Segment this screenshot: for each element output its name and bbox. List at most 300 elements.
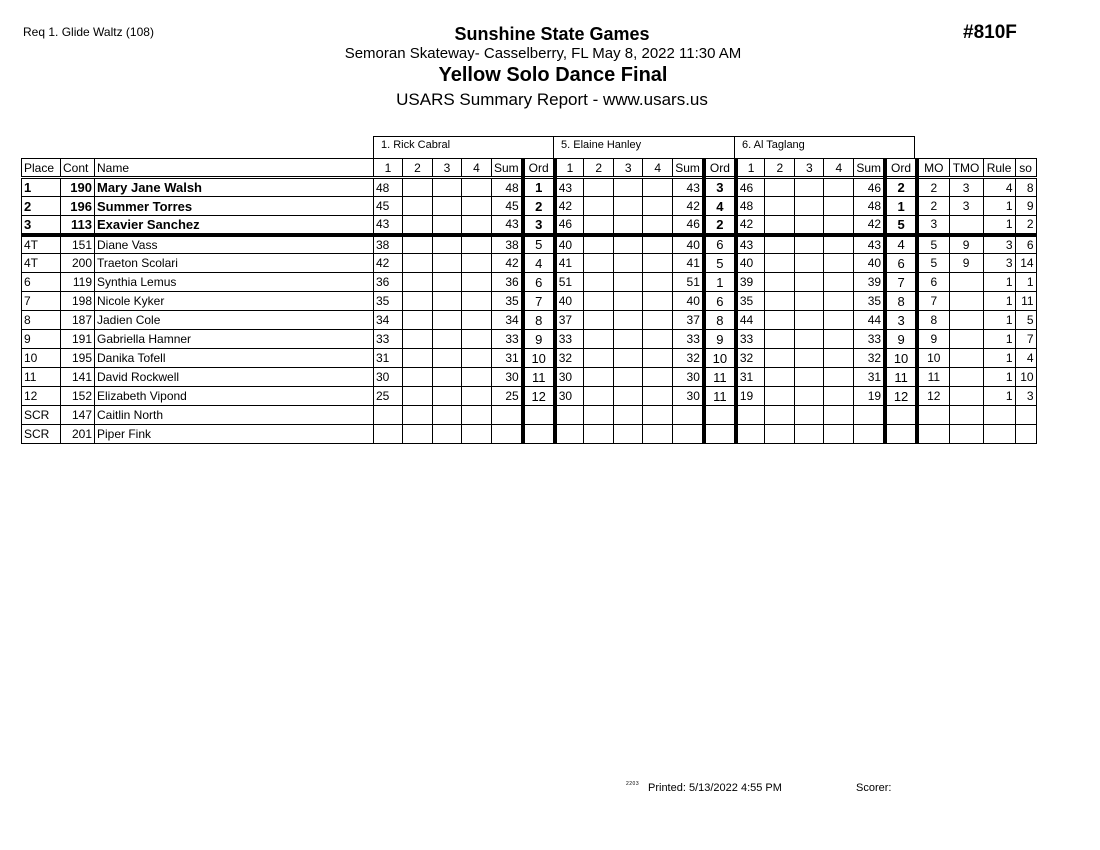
- judge-3-score-2: [765, 254, 795, 273]
- judge-1-score-1: 25: [374, 387, 403, 406]
- competition-title: Sunshine State Games: [454, 24, 650, 44]
- judge-3-score-1: [736, 406, 765, 425]
- judge-3-sum: 31: [854, 368, 885, 387]
- judge-2-score-2: [584, 387, 614, 406]
- judge-1-score-4: [462, 406, 492, 425]
- judge-1-sum: 43: [492, 216, 523, 235]
- judge-header-3: 6. Al Taglang: [734, 136, 915, 158]
- judge-3-score-2: [765, 425, 795, 444]
- col-j1-ord: Ord: [523, 159, 555, 178]
- printed-timestamp: Printed: 5/13/2022 4:55 PM: [648, 782, 782, 794]
- contestant-number-cell: 152: [61, 387, 95, 406]
- judge-2-sum: 51: [673, 273, 704, 292]
- judge-2-sum: 40: [673, 292, 704, 311]
- judge-3-score-2: [765, 178, 795, 197]
- judge-header-1: 1. Rick Cabral: [373, 136, 554, 158]
- judge-2-score-2: [584, 349, 614, 368]
- skater-name-cell: Mary Jane Walsh: [95, 178, 374, 197]
- judge-2-score-4: [643, 197, 673, 216]
- skater-name-cell: Danika Tofell: [95, 349, 374, 368]
- judge-3-score-4: [824, 235, 854, 254]
- judge-1-score-3: [433, 273, 462, 292]
- table-row: [22, 387, 1037, 406]
- col-j3-sum: Sum: [854, 159, 885, 178]
- judge-3-score-4: [824, 311, 854, 330]
- judge-1-score-3: [433, 197, 462, 216]
- judge-1-score-3: [433, 330, 462, 349]
- col-j1-s1: 1: [374, 159, 403, 178]
- judge-3-score-3: [795, 178, 824, 197]
- mo-cell: [917, 406, 949, 425]
- judge-1-score-4: [462, 349, 492, 368]
- rule-cell: 1: [983, 349, 1015, 368]
- venue-date-line: Semoran Skateway- Casselberry, FL May 8, 2022 11:30 AM: [344, 45, 742, 62]
- judge-1-score-3: [433, 349, 462, 368]
- mo-cell: 12: [917, 387, 949, 406]
- judge-1-score-3: [433, 254, 462, 273]
- judge-3-score-4: [824, 292, 854, 311]
- judge-3-ordinal: 6: [885, 254, 917, 273]
- judge-1-score-3: [433, 387, 462, 406]
- judge-2-score-4: [643, 425, 673, 444]
- contestant-number-cell: 195: [61, 349, 95, 368]
- judge-3-score-4: [824, 254, 854, 273]
- contestant-number-cell: 201: [61, 425, 95, 444]
- tmo-cell: [949, 387, 983, 406]
- judge-3-sum: 33: [854, 330, 885, 349]
- judge-3-ordinal: 2: [885, 178, 917, 197]
- judge-1-score-1: 35: [374, 292, 403, 311]
- skater-name-cell: Traeton Scolari: [95, 254, 374, 273]
- judge-3-score-4: [824, 387, 854, 406]
- judge-2-score-1: 30: [555, 387, 584, 406]
- judge-3-sum: 48: [854, 197, 885, 216]
- mo-cell: 3: [917, 216, 949, 235]
- judge-1-sum: 36: [492, 273, 523, 292]
- judge-2-score-2: [584, 254, 614, 273]
- judge-2-score-2: [584, 273, 614, 292]
- table-row: [22, 406, 1037, 425]
- judge-2-ordinal: 1: [704, 273, 736, 292]
- mo-cell: 5: [917, 254, 949, 273]
- table-row: [22, 235, 1037, 254]
- judge-3-score-3: [795, 406, 824, 425]
- judge-3-score-3: [795, 387, 824, 406]
- place-cell: 3: [22, 216, 61, 235]
- judge-1-score-4: [462, 273, 492, 292]
- judge-1-sum: 42: [492, 254, 523, 273]
- judge-1-ordinal: 6: [523, 273, 555, 292]
- judge-1-sum: 48: [492, 178, 523, 197]
- judge-3-sum: [854, 406, 885, 425]
- judge-1-score-4: [462, 292, 492, 311]
- contestant-number-cell: 200: [61, 254, 95, 273]
- judge-2-score-2: [584, 235, 614, 254]
- so-cell: 3: [1015, 387, 1036, 406]
- contestant-number-cell: 190: [61, 178, 95, 197]
- tmo-cell: [949, 349, 983, 368]
- rule-cell: 4: [983, 178, 1015, 197]
- judge-1-score-2: [403, 406, 433, 425]
- judge-3-score-1: 46: [736, 178, 765, 197]
- judge-2-score-1: 46: [555, 216, 584, 235]
- skater-name-cell: Elizabeth Vipond: [95, 387, 374, 406]
- judge-1-score-1: 30: [374, 368, 403, 387]
- judge-2-score-3: [614, 178, 643, 197]
- col-j3-ord: Ord: [885, 159, 917, 178]
- judge-1-score-4: [462, 425, 492, 444]
- judge-2-score-1: 43: [555, 178, 584, 197]
- judge-3-sum: 44: [854, 311, 885, 330]
- judge-1-ordinal: 12: [523, 387, 555, 406]
- place-cell: 8: [22, 311, 61, 330]
- judge-1-ordinal: 1: [523, 178, 555, 197]
- judge-1-ordinal: [523, 406, 555, 425]
- judge-2-ordinal: 11: [704, 387, 736, 406]
- judge-3-score-4: [824, 197, 854, 216]
- judge-2-score-2: [584, 216, 614, 235]
- judge-1-sum: 33: [492, 330, 523, 349]
- table-row: [22, 197, 1037, 216]
- col-j3-s4: 4: [824, 159, 854, 178]
- judge-2-score-4: [643, 368, 673, 387]
- judge-3-score-4: [824, 425, 854, 444]
- judge-3-sum: 35: [854, 292, 885, 311]
- judge-2-score-2: [584, 292, 614, 311]
- judge-3-score-1: 43: [736, 235, 765, 254]
- mo-cell: 2: [917, 178, 949, 197]
- judge-3-sum: 40: [854, 254, 885, 273]
- mo-cell: 11: [917, 368, 949, 387]
- results-table: [21, 158, 1037, 444]
- judge-3-score-3: [795, 368, 824, 387]
- judge-2-score-3: [614, 387, 643, 406]
- col-rule: Rule: [983, 159, 1015, 178]
- judge-1-ordinal: 8: [523, 311, 555, 330]
- judge-3-score-2: [765, 387, 795, 406]
- judge-2-score-1: 40: [555, 235, 584, 254]
- rule-cell: 1: [983, 292, 1015, 311]
- judge-2-sum: 32: [673, 349, 704, 368]
- print-code: 2203: [626, 781, 640, 787]
- judge-2-score-4: [643, 406, 673, 425]
- judge-3-score-1: 35: [736, 292, 765, 311]
- judge-2-score-3: [614, 406, 643, 425]
- col-place: Place: [22, 159, 61, 178]
- judge-2-sum: 41: [673, 254, 704, 273]
- judge-1-score-1: 36: [374, 273, 403, 292]
- tmo-cell: 9: [949, 235, 983, 254]
- table-row: [22, 425, 1037, 444]
- judge-1-score-1: 45: [374, 197, 403, 216]
- rule-cell: 3: [983, 254, 1015, 273]
- place-cell: 10: [22, 349, 61, 368]
- judge-2-score-2: [584, 368, 614, 387]
- judge-2-sum: 30: [673, 368, 704, 387]
- judge-2-score-3: [614, 216, 643, 235]
- judge-2-score-4: [643, 254, 673, 273]
- judge-3-sum: 32: [854, 349, 885, 368]
- skater-name-cell: Gabriella Hamner: [95, 330, 374, 349]
- judge-3-ordinal: [885, 406, 917, 425]
- judge-3-score-4: [824, 273, 854, 292]
- judge-1-score-2: [403, 292, 433, 311]
- judge-3-score-3: [795, 292, 824, 311]
- judge-1-score-2: [403, 216, 433, 235]
- skater-name-cell: David Rockwell: [95, 368, 374, 387]
- judge-2-sum: 40: [673, 235, 704, 254]
- judge-2-score-2: [584, 330, 614, 349]
- so-cell: [1015, 425, 1036, 444]
- contestant-number-cell: 151: [61, 235, 95, 254]
- col-j1-s2: 2: [403, 159, 433, 178]
- judge-2-score-3: [614, 349, 643, 368]
- judge-1-sum: 38: [492, 235, 523, 254]
- skater-name-cell: Nicole Kyker: [95, 292, 374, 311]
- judge-1-score-3: [433, 406, 462, 425]
- judge-2-score-3: [614, 254, 643, 273]
- col-j2-s4: 4: [643, 159, 673, 178]
- judge-1-score-4: [462, 254, 492, 273]
- contestant-number-cell: 198: [61, 292, 95, 311]
- judge-3-score-1: 39: [736, 273, 765, 292]
- judge-1-sum: 45: [492, 197, 523, 216]
- contestant-number-cell: 119: [61, 273, 95, 292]
- judge-1-sum: 35: [492, 292, 523, 311]
- judge-1-score-1: [374, 406, 403, 425]
- judge-1-score-2: [403, 330, 433, 349]
- skater-name-cell: Piper Fink: [95, 425, 374, 444]
- judge-2-score-4: [643, 235, 673, 254]
- so-cell: 14: [1015, 254, 1036, 273]
- judge-1-score-4: [462, 197, 492, 216]
- col-j1-s4: 4: [462, 159, 492, 178]
- col-j3-s2: 2: [765, 159, 795, 178]
- contestant-number-cell: 141: [61, 368, 95, 387]
- so-cell: 11: [1015, 292, 1036, 311]
- column-header-row: [22, 159, 1037, 178]
- tmo-cell: [949, 292, 983, 311]
- judge-2-score-3: [614, 330, 643, 349]
- report-title: USARS Summary Report - www.usars.us: [396, 90, 708, 109]
- so-cell: 5: [1015, 311, 1036, 330]
- judge-1-score-1: 48: [374, 178, 403, 197]
- judge-1-sum: [492, 425, 523, 444]
- mo-cell: 8: [917, 311, 949, 330]
- event-number: #810F: [963, 22, 1017, 43]
- judge-1-score-4: [462, 178, 492, 197]
- place-cell: 2: [22, 197, 61, 216]
- table-row: [22, 311, 1037, 330]
- judge-1-score-1: 31: [374, 349, 403, 368]
- rule-cell: 1: [983, 387, 1015, 406]
- judge-3-score-1: 31: [736, 368, 765, 387]
- col-j2-s2: 2: [584, 159, 614, 178]
- judge-3-ordinal: [885, 425, 917, 444]
- table-row: [22, 254, 1037, 273]
- judge-3-score-1: [736, 425, 765, 444]
- judge-3-score-1: 40: [736, 254, 765, 273]
- so-cell: [1015, 406, 1036, 425]
- col-name: Name: [95, 159, 374, 178]
- judge-3-score-1: 32: [736, 349, 765, 368]
- tmo-cell: [949, 406, 983, 425]
- judge-1-score-2: [403, 311, 433, 330]
- judge-1-ordinal: 2: [523, 197, 555, 216]
- judge-2-score-3: [614, 197, 643, 216]
- judge-2-ordinal: 2: [704, 216, 736, 235]
- col-j2-s3: 3: [614, 159, 643, 178]
- tmo-cell: 3: [949, 197, 983, 216]
- judge-3-score-2: [765, 273, 795, 292]
- judge-1-sum: 34: [492, 311, 523, 330]
- judge-3-score-3: [795, 216, 824, 235]
- judge-2-ordinal: 9: [704, 330, 736, 349]
- judge-1-score-2: [403, 197, 433, 216]
- tmo-cell: [949, 311, 983, 330]
- mo-cell: 5: [917, 235, 949, 254]
- judge-2-sum: [673, 406, 704, 425]
- rule-cell: [983, 406, 1015, 425]
- col-j2-sum: Sum: [673, 159, 704, 178]
- judge-3-score-4: [824, 406, 854, 425]
- col-so: so: [1015, 159, 1036, 178]
- judge-2-score-2: [584, 311, 614, 330]
- judge-3-score-4: [824, 178, 854, 197]
- judge-2-score-3: [614, 292, 643, 311]
- judge-3-score-3: [795, 235, 824, 254]
- judge-2-score-1: 51: [555, 273, 584, 292]
- so-cell: 1: [1015, 273, 1036, 292]
- judge-2-score-1: 37: [555, 311, 584, 330]
- table-row: [22, 292, 1037, 311]
- mo-cell: 2: [917, 197, 949, 216]
- judge-2-score-3: [614, 311, 643, 330]
- judge-1-score-3: [433, 292, 462, 311]
- so-cell: 2: [1015, 216, 1036, 235]
- judge-3-score-3: [795, 311, 824, 330]
- place-cell: SCR: [22, 425, 61, 444]
- rule-cell: 3: [983, 235, 1015, 254]
- judge-2-score-4: [643, 387, 673, 406]
- judge-3-sum: 42: [854, 216, 885, 235]
- mo-cell: 10: [917, 349, 949, 368]
- mo-cell: 7: [917, 292, 949, 311]
- judge-2-score-3: [614, 368, 643, 387]
- judge-3-sum: [854, 425, 885, 444]
- judge-2-score-3: [614, 273, 643, 292]
- rule-cell: 1: [983, 197, 1015, 216]
- judge-3-score-2: [765, 368, 795, 387]
- judge-2-score-1: 40: [555, 292, 584, 311]
- judge-3-sum: 43: [854, 235, 885, 254]
- judge-1-score-3: [433, 311, 462, 330]
- col-j2-s1: 1: [555, 159, 584, 178]
- judge-3-sum: 19: [854, 387, 885, 406]
- so-cell: 10: [1015, 368, 1036, 387]
- judge-1-score-4: [462, 368, 492, 387]
- judge-1-ordinal: [523, 425, 555, 444]
- judge-1-score-1: 38: [374, 235, 403, 254]
- judge-3-score-1: 33: [736, 330, 765, 349]
- contestant-number-cell: 196: [61, 197, 95, 216]
- judge-2-score-1: 41: [555, 254, 584, 273]
- judge-2-score-1: [555, 406, 584, 425]
- judge-1-score-3: [433, 178, 462, 197]
- judge-3-sum: 46: [854, 178, 885, 197]
- scorer-label: Scorer:: [856, 782, 892, 794]
- judge-3-score-4: [824, 368, 854, 387]
- col-j1-s3: 3: [433, 159, 462, 178]
- mo-cell: 9: [917, 330, 949, 349]
- place-cell: 9: [22, 330, 61, 349]
- judge-1-score-2: [403, 273, 433, 292]
- table-row: [22, 368, 1037, 387]
- judge-2-score-1: 30: [555, 368, 584, 387]
- skater-name-cell: Exavier Sanchez: [95, 216, 374, 235]
- judge-2-sum: 42: [673, 197, 704, 216]
- judge-2-ordinal: [704, 406, 736, 425]
- so-cell: 7: [1015, 330, 1036, 349]
- place-cell: 4T: [22, 254, 61, 273]
- judge-3-ordinal: 7: [885, 273, 917, 292]
- judge-2-sum: 37: [673, 311, 704, 330]
- tmo-cell: 9: [949, 254, 983, 273]
- judge-1-score-2: [403, 349, 433, 368]
- judge-2-score-1: 33: [555, 330, 584, 349]
- judge-3-ordinal: 10: [885, 349, 917, 368]
- judge-2-score-4: [643, 292, 673, 311]
- judge-2-ordinal: 4: [704, 197, 736, 216]
- col-j2-ord: Ord: [704, 159, 736, 178]
- judge-3-ordinal: 8: [885, 292, 917, 311]
- col-cont: Cont: [61, 159, 95, 178]
- tmo-cell: 3: [949, 178, 983, 197]
- judge-3-ordinal: 1: [885, 197, 917, 216]
- judge-3-score-2: [765, 216, 795, 235]
- tmo-cell: [949, 273, 983, 292]
- judge-1-score-2: [403, 235, 433, 254]
- judge-3-score-4: [824, 330, 854, 349]
- judge-1-score-3: [433, 368, 462, 387]
- rule-cell: 1: [983, 368, 1015, 387]
- so-cell: 8: [1015, 178, 1036, 197]
- place-cell: 6: [22, 273, 61, 292]
- judge-2-sum: 30: [673, 387, 704, 406]
- requirement-label: Req 1. Glide Waltz (108): [23, 25, 154, 39]
- table-row: [22, 330, 1037, 349]
- skater-name-cell: Summer Torres: [95, 197, 374, 216]
- place-cell: 1: [22, 178, 61, 197]
- judge-2-score-3: [614, 425, 643, 444]
- judge-3-score-2: [765, 197, 795, 216]
- so-cell: 6: [1015, 235, 1036, 254]
- contestant-number-cell: 113: [61, 216, 95, 235]
- judge-1-ordinal: 10: [523, 349, 555, 368]
- judge-1-score-1: 43: [374, 216, 403, 235]
- judge-1-ordinal: 7: [523, 292, 555, 311]
- judge-2-score-1: 42: [555, 197, 584, 216]
- judge-2-score-2: [584, 425, 614, 444]
- judge-1-score-3: [433, 216, 462, 235]
- judge-3-score-1: 42: [736, 216, 765, 235]
- judge-3-score-3: [795, 197, 824, 216]
- judge-header-2: 5. Elaine Hanley: [553, 136, 735, 158]
- judge-2-score-1: [555, 425, 584, 444]
- judge-2-score-1: 32: [555, 349, 584, 368]
- judge-1-score-4: [462, 216, 492, 235]
- judge-3-ordinal: 9: [885, 330, 917, 349]
